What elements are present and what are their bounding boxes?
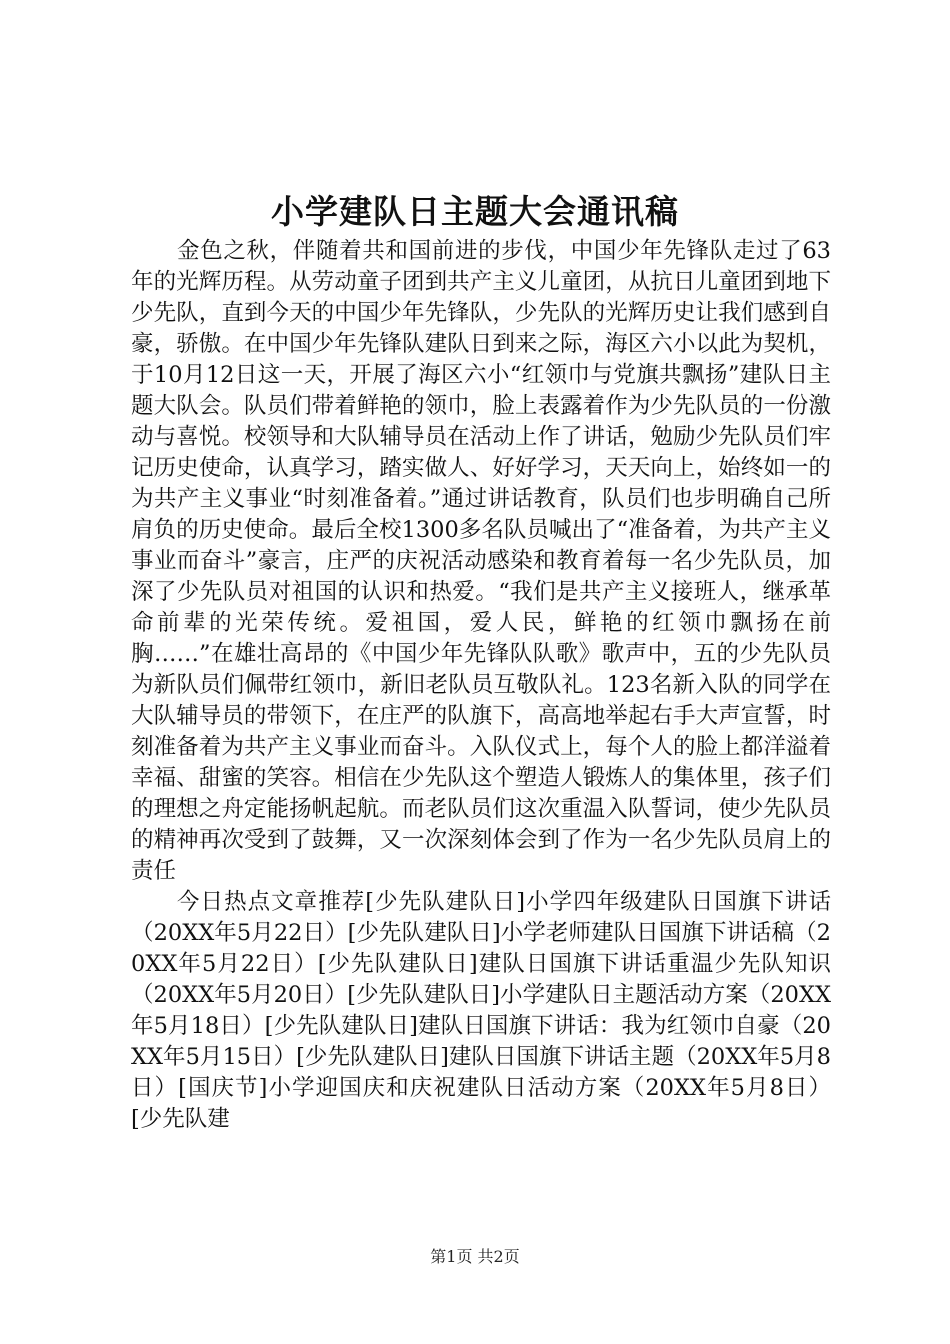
article-body [131, 236, 831, 1135]
article-paragraph-recommendations: 今日热点文章推荐[少先队建队日]小学四年级建队日国旗下讲话（20XX年5月22日）[少先队建队日]小学老师建队日国旗下讲话稿（20XX年5月22日）[少先队建队日]建队日国旗下讲话重温少先队知识（20XX年5月20日）[少先队建队日]小学建队日主题活动方案（20XX年5月18日）[少先队建队日]建队日国旗下讲话：我为红领巾自豪（20XX年5月15日）[少先队建队日]建队日国旗下讲话主题（20XX年5月8日）[国庆节]小学迎国庆和庆祝建队日活动方案（20XX年5月8日）[少先队建 [131, 889, 831, 1132]
article-paragraph-main: 金色之秋，伴随着共和国前进的步伐，中国少年先锋队走过了63年的光辉历程。从劳动童子团到共产主义儿童团，从抗日儿童团到地下少先队，直到今天的中国少年先锋队，少先队的光辉历史让我们感到自豪，骄傲。在中国少年先锋队建队日到来之际，海区六小以此为契机，于10月12日这一天，开展了海区六小“红领巾与党旗共飘扬”建队日主题大队会。队员们带着鲜艳的领巾，脸上表露着作为少先队员的一份激动与喜悦。校领导和大队辅导员在活动上作了讲话，勉励少先队员们牢记历史使命，认真学习，踏实做人、好好学习，天天向上，始终如一的为共产主义事业“时刻准备着。”通过讲话教育，队员们也步明确自己所肩负的历史使命。最后全校1300多名队员喊出了“准备着，为共产主义事业而奋斗”豪言，庄严的庆祝活动感染和教育着每一名少先队员，加深了少先队员对祖国的认识和热爱。“我们是共产主义接班人，继承革命前辈的光荣传统。爱祖国，爱人民，鲜艳的红领巾飘扬在前胸……”在雄壮高昂的《中国少年先锋队队歌》歌声中，五的少先队员为新队员们佩带红领巾，新旧老队员互敬队礼。123名新入队的同学在大队辅导员的带领下，在庄严的队旗下，高高地举起右手大声宣誓，时刻准备着为共产主义事业而奋斗。入队仪式上，每个人的脸上都洋溢着幸福、甜蜜的笑容。相信在少先队这个塑造人锻炼人的集体里，孩子们的理想之舟定能扬帆起航。而老队员们这次重温入队誓词，使少先队员的精神再次受到了鼓舞，又一次深刻体会到了作为一名少先队员肩上的责任 [131, 238, 831, 884]
page-title: 小学建队日主题大会通讯稿 [271, 192, 679, 231]
page-indicator: 第1页 共2页 [430, 1247, 520, 1266]
